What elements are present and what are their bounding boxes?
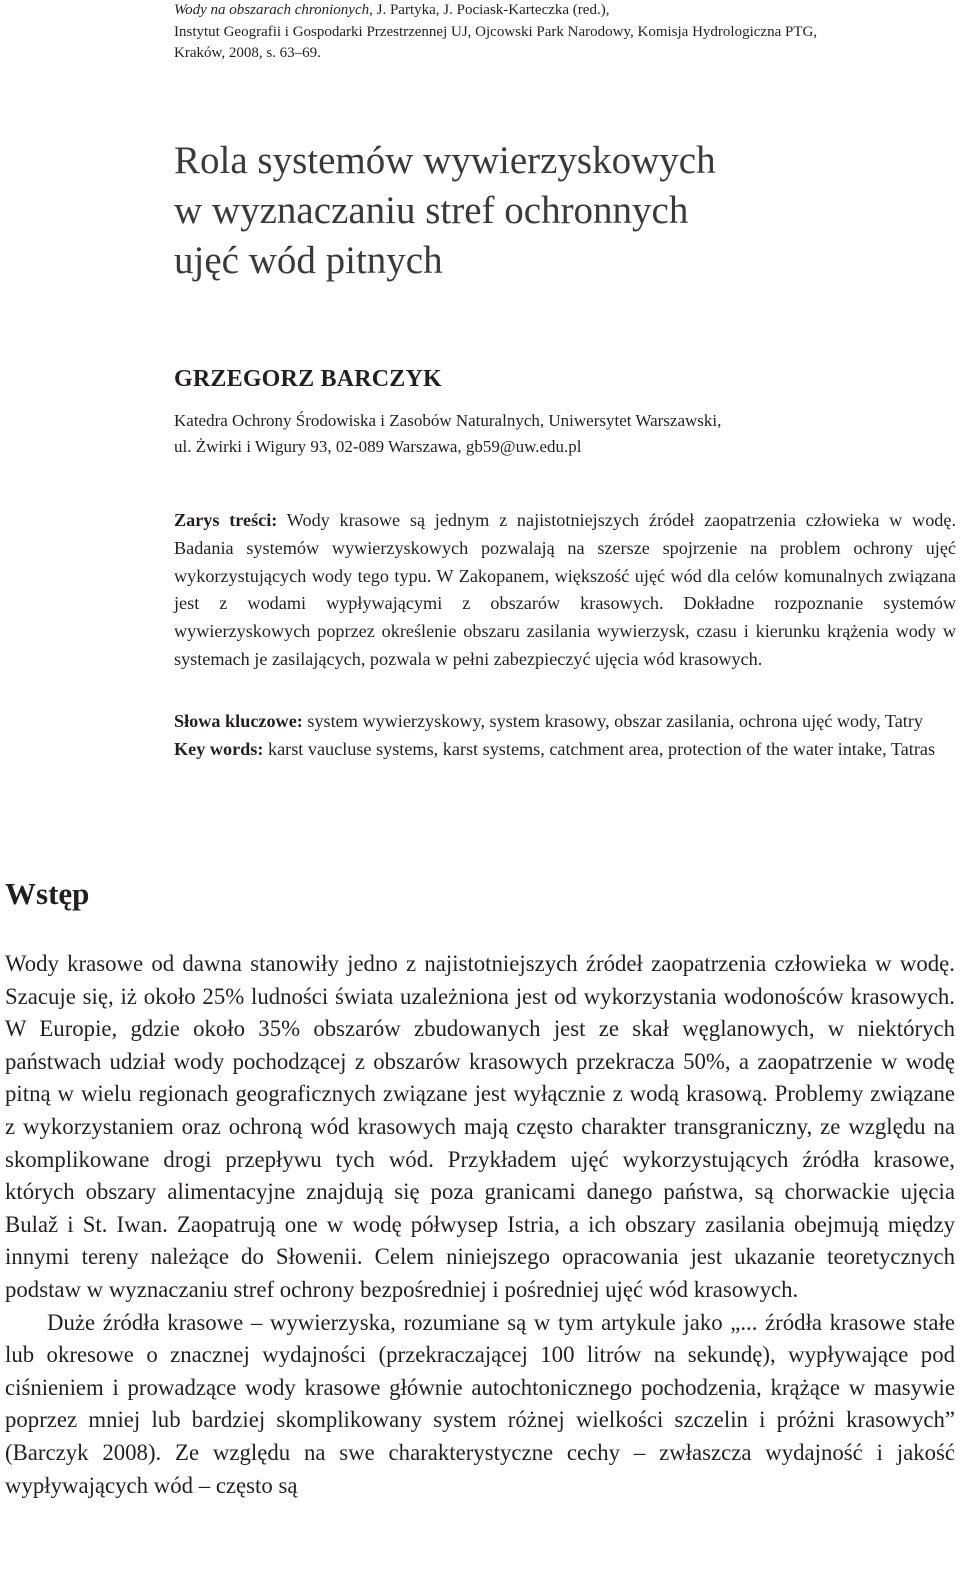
section-heading: Wstęp (5, 876, 90, 911)
abstract (174, 507, 956, 674)
author-affiliation (174, 408, 954, 460)
citation-line-2: Instytut Geografii i Gospodarki Przestrzennej UJ, Ojcowski Park Narodowy, Komisja Hydrologiczna PTG, (174, 23, 818, 40)
keywords-en-text: karst vaucluse systems, karst systems, catchment area, protection of the water intake, Tatras (263, 738, 936, 759)
keywords-en (174, 736, 956, 764)
title-line-3: ujęć wód pitnych (174, 239, 443, 282)
keywords-block (174, 708, 956, 764)
citation-line-1 (174, 0, 954, 22)
keywords-pl-label: Słowa kluczowe: (174, 711, 303, 731)
abstract-label: Zarys treści: (174, 510, 278, 530)
keywords-pl (174, 708, 956, 736)
book-title: Wody na obszarach chronionych (174, 2, 370, 18)
author-name: GRZEGORZ BARCZYK (174, 366, 442, 392)
citation-line-3: Kraków, 2008, s. 63–69. (174, 45, 321, 61)
body-paragraph-2: Duże źródła krasowe – wywierzyska, rozumiane są w tym artykule jako „... źródła krasowe stałe lub okresowe o znacznej wydajności (przekraczającej 100 litrów na sekundę), wypływające pod ciśnieniem i prowadzące wody krasowe głównie autochtonicznego pochodzenia, krążące w masywie poprzez mniej lub bardziej skomplikowany system różnej wielkości szczelin i próżni krasowych” (Barczyk 2008). Ze względu na swe charakterystyczne cechy – zwłaszcza wydajność i jakość wypływających wód – często są (5, 1309, 955, 1498)
title-line-2: w wyznaczaniu stref ochronnych (174, 189, 689, 232)
body-text (5, 948, 955, 1502)
affiliation-line-2: ul. Żwirki i Wigury 93, 02-089 Warszawa, gb59@uw.edu.pl (174, 437, 582, 456)
affiliation-line-1: Katedra Ochrony Środowiska i Zasobów Naturalnych, Uniwersytet Warszawski, (174, 411, 722, 430)
body-paragraph-1: Wody krasowe od dawna stanowiły jedno z najistotniejszych źródeł zaopatrzenia człowieka w wodę. Szacuje się, iż około 25% ludności świata uzależniona jest od wykorzystania wodonośców krasowych. W Europie, gdzie około 35% obszarów zbudowanych jest ze skał węglanowych, w niektórych państwach udział wody pochodzącej z obszarów krasowych przekracza 50%, a zaopatrzenie w wodę pitną w wielu regionach geograficznych związane jest wyłącznie z wodą krasową. Problemy związane z wykorzystaniem oraz ochroną wód krasowych mają często charakter transgraniczny, ze względu na skomplikowane drogi przepływu tych wód. Przykładem ujęć wykorzystujących źródła krasowe, których obszary alimentacyjne znajdują się poza granicami danego państwa, są chorwackie ujęcia Bulaž i St. Iwan. Zaopatrują one w wodę półwysep Istria, a ich obszary zasilania obejmują między innymi tereny należące do Słowenii. Celem niniejszego opracowania jest ukazanie teoretycznych podstaw w wyznaczaniu stref ochrony bezpośredniej i pośredniej ujęć wód krasowych. (5, 951, 955, 1302)
abstract-text: Wody krasowe są jednym z najistotniejszych źródeł zaopatrzenia człowieka w wodę. Badania systemów wywierzyskowych pozwalają na szersze spojrzenie na problem ochrony ujęć wykorzystujących wody tego typu. W Zakopanem, większość ujęć wód dla celów komunalnych związana jest z wodami wypływającymi z obszarów krasowych. Dokładne rozpoznanie systemów wywierzyskowych poprzez określenie obszaru zasilania wywierzysk, czasu i kierunku krążenia wody w systemach je zasilających, pozwala w pełni zabezpieczyć ujęcia wód krasowych. (174, 510, 956, 669)
keywords-en-label: Key words: (174, 738, 264, 759)
citation-header (174, 0, 954, 65)
title-line-1: Rola systemów wywierzyskowych (174, 139, 716, 182)
editors: , J. Partyka, J. Pociask-Karteczka (red.), (369, 2, 610, 18)
article-title (174, 136, 934, 286)
keywords-pl-text: system wywierzyskowy, system krasowy, obszar zasilania, ochrona ujęć wody, Tatry (302, 711, 923, 731)
